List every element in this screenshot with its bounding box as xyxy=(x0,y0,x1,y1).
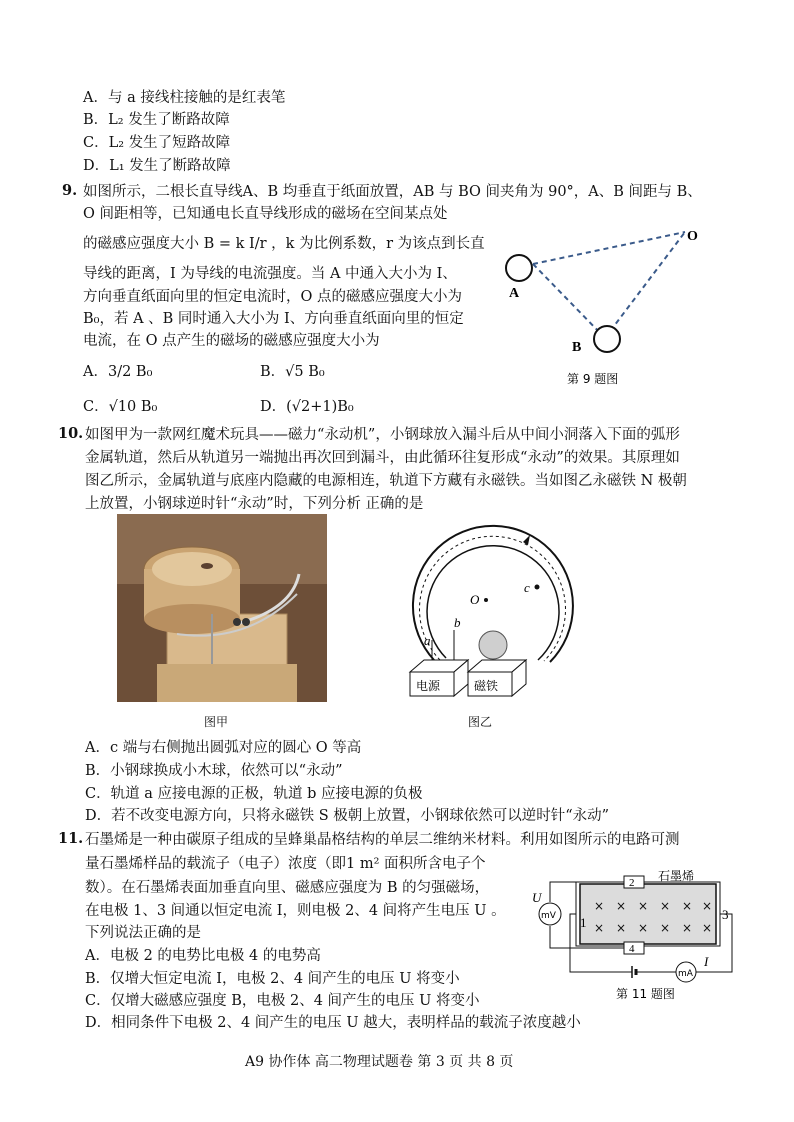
q9-line: 电流，在 O 点产生的磁场的磁感应强度大小为 xyxy=(83,333,380,349)
u-label: U xyxy=(532,890,542,905)
q9-option-b: B．√5 B₀ xyxy=(260,364,325,380)
q11-option-c: C．仅增大磁感应强度 B，电极 2、4 间产生的电压 U 将变小 xyxy=(85,993,480,1009)
direction-arrow xyxy=(523,535,530,545)
q8-option-c: C．L₂ 发生了短路故障 xyxy=(83,135,231,151)
q10-line: 上放置，小钢球逆时针“永动”时，下列分析 正确的是 xyxy=(85,496,424,512)
electrode-1: 1 xyxy=(580,915,587,930)
q8-option-b: B．L₂ 发生了断路故障 xyxy=(83,112,230,128)
page-footer: A9 协作体 高二物理试题卷 第 3 页 共 8 页 xyxy=(245,1054,514,1070)
electrode-2: 2 xyxy=(629,877,635,889)
fig1-caption: 图甲 xyxy=(204,715,229,729)
q9-option-a: A．3/2 B₀ xyxy=(83,364,153,380)
q9-option-d: D．(√2+1)B₀ xyxy=(260,399,354,415)
q11-caption: 第 11 题图 xyxy=(616,987,675,1001)
label-o: O xyxy=(687,229,698,244)
dashed-line-bo xyxy=(605,232,685,338)
center-dot xyxy=(484,598,488,602)
q11-line: 数）。在石墨烯表面加垂直向里、磁感应强度为 B 的匀强磁场， xyxy=(85,880,490,896)
label-a: a xyxy=(424,633,431,648)
q11-option-a: A．电极 2 的电势比电极 4 的电势高 xyxy=(85,948,321,964)
magnet-label: 磁铁 xyxy=(474,679,499,693)
graphene-sheet xyxy=(580,884,716,944)
label-c: c xyxy=(524,580,530,595)
q11-figure xyxy=(528,870,748,1005)
electrode-4: 4 xyxy=(629,943,635,955)
q9-line: 方向垂直纸面向里的恒定电流时，O 点的磁感应强度大小为 xyxy=(83,289,462,305)
label-b: B xyxy=(572,340,582,355)
svg-text:×: × xyxy=(638,921,649,935)
toy-photo-drawing xyxy=(117,514,327,702)
q10-option-c: C．轨道 a 应接电源的正极，轨道 b 应接电源的负极 xyxy=(85,786,423,802)
q11-line: 量石墨烯样品的载流子（电子）浓度（即1 m² 面积所含电子个 xyxy=(85,856,486,872)
toy-photo xyxy=(117,514,327,702)
q9-number: 9. xyxy=(62,182,78,199)
i-label: I xyxy=(704,954,709,969)
graphene-label: 石墨烯 xyxy=(658,870,695,883)
steel-ball xyxy=(479,631,507,659)
q10-fig2 xyxy=(400,512,580,707)
q10-option-b: B．小钢球换成小木球，依然可以“永动” xyxy=(85,763,343,779)
wire-b-circle xyxy=(594,326,620,352)
svg-text:×: × xyxy=(616,921,627,935)
q11-line: 在电极 1、3 间通以恒定电流 I，则电极 2、4 间将产生电压 U 。 xyxy=(85,903,506,919)
q11-line: 石墨烯是一种由碳原子组成的呈蜂巢晶格结构的单层二维纳米材料。利用如图所示的电路可测 xyxy=(85,832,680,848)
fig2-caption: 图乙 xyxy=(468,715,493,729)
q9-option-c: C．√10 B₀ xyxy=(83,399,158,415)
q11-number: 11. xyxy=(58,830,84,847)
q11-option-d: D．相同条件下电极 2、4 间产生的电压 U 越大，表明样品的载流子浓度越小 xyxy=(85,1015,581,1031)
svg-text:×: × xyxy=(682,921,693,935)
svg-text:×: × xyxy=(594,921,605,935)
q9-line: O 间距相等，已知通电长直导线形成的磁场在空间某点处 xyxy=(83,206,448,222)
q10-option-d: D．若不改变电源方向，只将永磁铁 S 极朝上放置，小钢球依然可以逆时针“永动” xyxy=(85,808,610,824)
power-label: 电源 xyxy=(416,679,441,693)
voltmeter-label: mV xyxy=(541,911,556,921)
svg-text:×: × xyxy=(702,899,713,913)
label-b: b xyxy=(454,615,461,630)
electrode-3: 3 xyxy=(722,907,729,922)
q10-option-a: A．c 端与右侧抛出圆弧对应的圆心 O 等高 xyxy=(85,740,362,756)
q9-line: 如图所示，二根长直导线A、B 均垂直于纸面放置，AB 与 BO 间夹角为 90°，A、B 间距与 B、 xyxy=(83,184,702,200)
q9-figure xyxy=(495,220,715,390)
q9-line: B₀，若 A 、B 同时通入大小为 I、方向垂直纸面向里的恒定 xyxy=(83,311,464,327)
point-c xyxy=(535,585,540,590)
svg-text:×: × xyxy=(702,921,713,935)
label-a: A xyxy=(509,286,520,301)
q9-line: 导线的距离，I 为导线的电流强度。当 A 中通入大小为 I、 xyxy=(83,266,457,282)
q10-line: 图乙所示，金属轨道与底座内隐藏的电源相连，轨道下方藏有永磁铁。当如图乙永磁铁 N 极朝 xyxy=(85,473,687,489)
q9-caption: 第 9 题图 xyxy=(567,372,619,386)
q10-line: 如图甲为一款网红魔术玩具——磁力“永动机”，小钢球放入漏斗后从中间小洞落入下面的弧形 xyxy=(85,427,680,443)
q8-option-d: D．L₁ 发生了断路故障 xyxy=(83,158,231,174)
label-o: O xyxy=(470,592,480,607)
dashed-line-ab xyxy=(533,264,605,338)
q10-number: 10. xyxy=(58,425,84,442)
q8-option-a: A．与 a 接线柱接触的是红表笔 xyxy=(83,90,286,106)
svg-text:×: × xyxy=(660,899,671,913)
q11-line: 下列说法正确的是 xyxy=(85,925,201,941)
q9-line: 的磁感应强度大小 B = k I/r ，k 为比例系数，r 为该点到长直 xyxy=(83,236,485,252)
svg-text:×: × xyxy=(616,899,627,913)
svg-text:×: × xyxy=(660,921,671,935)
dashed-line-ao xyxy=(533,232,685,264)
svg-text:×: × xyxy=(638,899,649,913)
svg-text:×: × xyxy=(682,899,693,913)
ammeter-label: mA xyxy=(678,969,693,979)
wire-a-circle xyxy=(506,255,532,281)
q11-option-b: B．仅增大恒定电流 I，电极 2、4 间产生的电压 U 将变小 xyxy=(85,971,460,987)
svg-text:×: × xyxy=(594,899,605,913)
q10-line: 金属轨道，然后从轨道另一端抛出再次回到漏斗，由此循环往复形成“永动”的效果。其原理如 xyxy=(85,450,680,466)
